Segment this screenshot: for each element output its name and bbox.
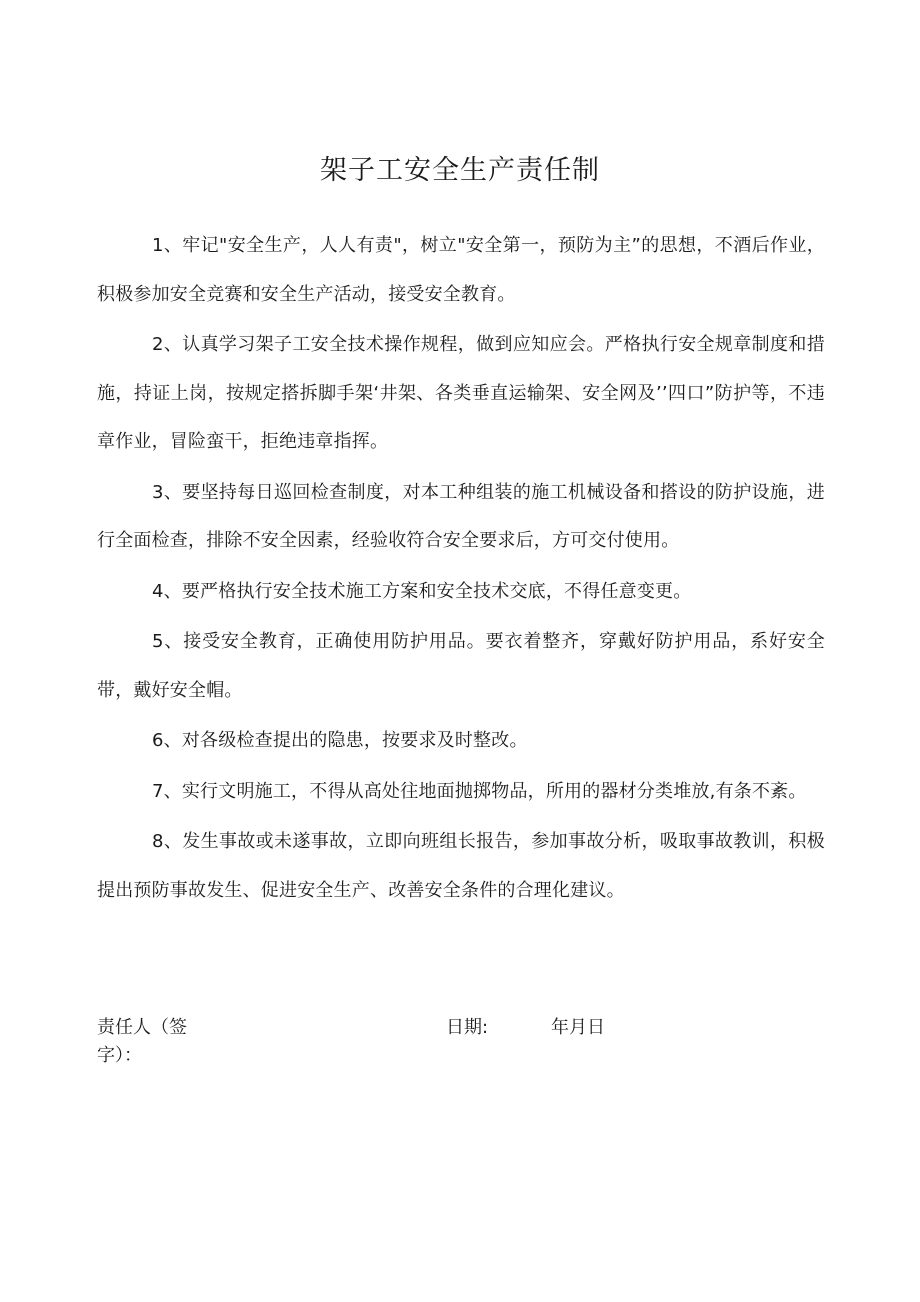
paragraph-5: 5、接受安全教育，正确使用防护用品。要衣着整齐，穿戴好防护用品，系好安全带，戴好安全帽。 <box>97 631 825 701</box>
signer-label: 责任人（签字）： <box>97 1017 187 1066</box>
document-body <box>97 222 825 917</box>
paragraph-3: 3、要坚持每日巡回检查制度，对本工种组装的施工机械设备和搭设的防护设施，进行全面检查，排除不安全因素，经验收符合安全要求后，方可交付使用。 <box>97 481 825 551</box>
date-label: 日期: <box>446 1017 489 1038</box>
paragraph-2: 2、认真学习架子工安全技术操作规程，做到应知应会。严格执行安全规章制度和措施，持证上岗，按规定搭拆脚手架‘井架、各类垂直运输架、安全网及’’四口”防护等，不违章作业，冒险蛮干，拒绝违章指挥。 <box>97 334 825 452</box>
paragraph-7: 7、实行文明施工，不得从高处往地面抛掷物品，所用的器材分类堆放,有条不紊。 <box>152 780 807 802</box>
paragraph-8: 8、发生事故或未遂事故，立即向班组长报告，参加事故分析，吸取事故教训，积极提出预防事故发生、促进安全生产、改善安全条件的合理化建议。 <box>97 831 825 901</box>
document-title: 架子工安全生产责任制 <box>320 155 600 186</box>
paragraph-1: 1、牢记"安全生产，人人有责"，树立"安全第一，预防为主”的思想，不酒后作业，积极参加安全竞赛和安全生产活动，接受安全教育。 <box>97 235 825 305</box>
signature-footer <box>97 1014 825 1074</box>
date-value: 年月日 <box>551 1017 605 1038</box>
paragraph-4: 4、要严格执行安全技术施工方案和安全技术交底，不得任意变更。 <box>152 580 692 602</box>
paragraph-6: 6、对各级检查提出的隐患，按要求及时整改。 <box>152 730 528 751</box>
